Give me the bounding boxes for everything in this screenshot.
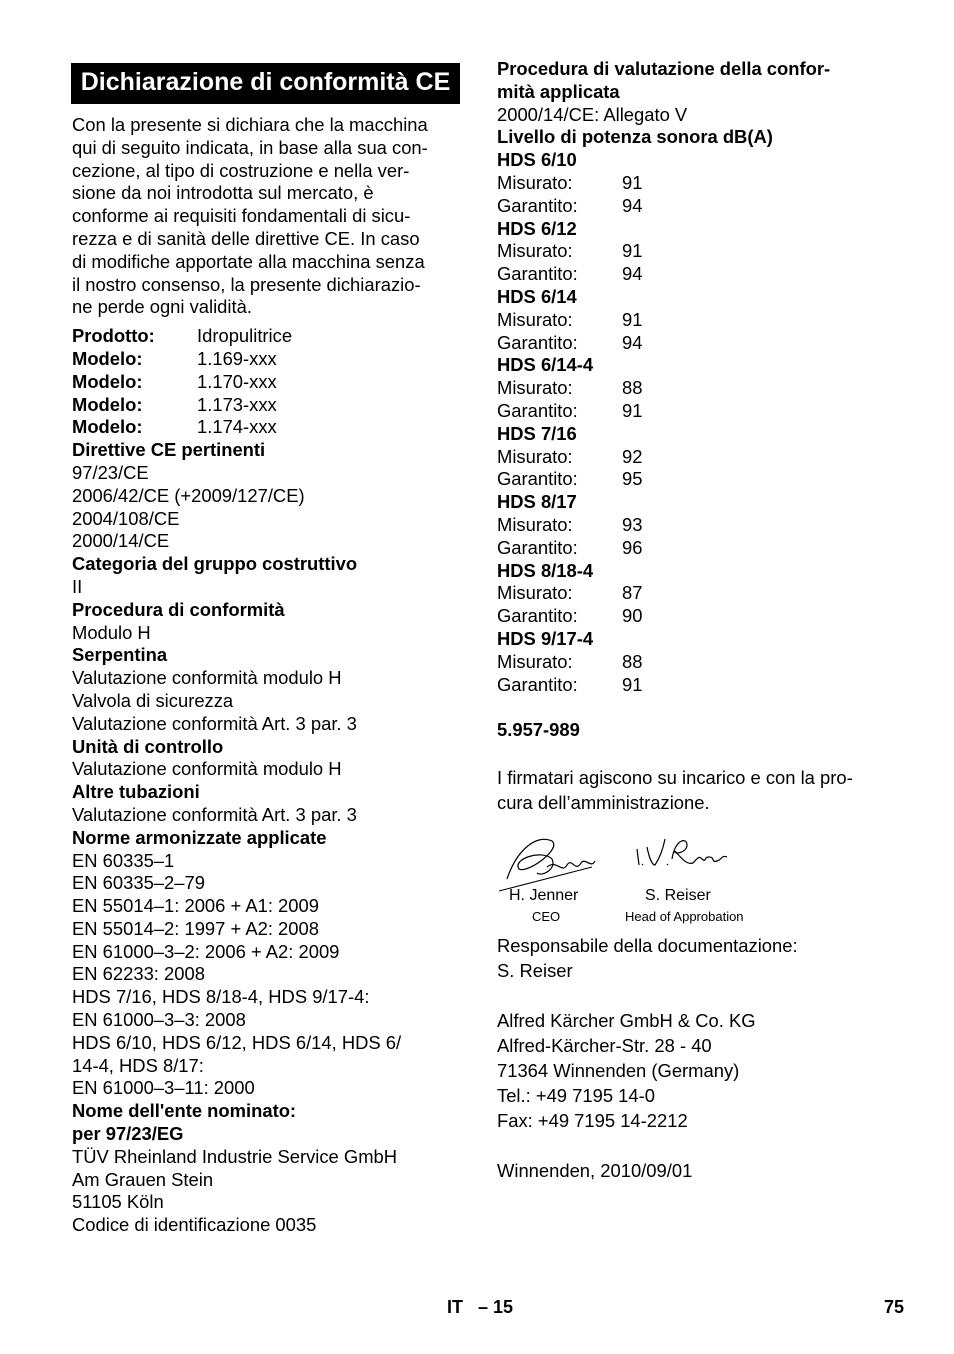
signatories-note (497, 765, 897, 815)
guaranteed-value: 94 (622, 194, 643, 216)
section-heading: Procedura di conformità (72, 598, 285, 620)
measured-label: Misurato: (497, 240, 573, 262)
guaranteed-label: Garantito: (497, 468, 578, 490)
section-item: 97/23/CE (72, 461, 149, 483)
measured-value: 91 (622, 308, 643, 330)
section-item: Valvola di sicurezza (72, 689, 234, 711)
section-item: II (72, 575, 83, 597)
measured-value: 87 (622, 582, 643, 604)
section-item: EN 61000–3–3: 2008 (72, 1009, 246, 1031)
measured-row (497, 582, 897, 605)
measured-label: Misurato: (497, 308, 573, 330)
section-item: 14-4, HDS 8/17: (72, 1054, 204, 1076)
measured-row (497, 651, 897, 674)
product-label: Prodotto: (72, 325, 155, 347)
guaranteed-value: 94 (622, 331, 643, 353)
section-item: HDS 6/10, HDS 6/12, HDS 6/14, HDS 6/ (72, 1031, 402, 1053)
guaranteed-value: 94 (622, 263, 643, 285)
measured-value: 88 (622, 650, 643, 672)
measured-value: 88 (622, 377, 643, 399)
address-line: Alfred-Kärcher-Str. 28 - 40 (497, 1034, 712, 1056)
section-item: 2006/42/CE (+2009/127/CE) (72, 484, 305, 506)
guaranteed-value: 91 (622, 399, 643, 421)
product-label: Modelo: (72, 347, 143, 369)
section-item: 2000/14/CE (72, 530, 170, 552)
measured-label: Misurato: (497, 513, 573, 535)
measured-value: 93 (622, 513, 643, 535)
section-heading: Serpentina (72, 644, 168, 666)
documentation-responsible (497, 933, 897, 983)
section-heading: Nome dell'ente nominato: (72, 1100, 297, 1122)
guaranteed-label: Garantito: (497, 605, 578, 627)
section-item: Am Grauen Stein (72, 1168, 214, 1190)
section-item: EN 55014–2: 1997 + A2: 2008 (72, 917, 319, 939)
product-value: Idropulitrice (197, 325, 293, 347)
intro-line: Con la presente si dichiara che la macchina (72, 114, 428, 135)
section-item: EN 60335–2–79 (72, 872, 205, 894)
measured-label: Misurato: (497, 650, 573, 672)
guaranteed-label: Garantito: (497, 331, 578, 353)
measured-label: Misurato: (497, 377, 573, 399)
model-name: HDS 6/10 (497, 149, 577, 171)
model-name: HDS 6/14-4 (497, 354, 594, 376)
documentation-line: Responsabile della documentazione: (497, 934, 798, 956)
measured-label: Misurato: (497, 582, 573, 604)
guaranteed-row (497, 400, 897, 423)
address-line: Tel.: +49 7195 14-0 (497, 1084, 655, 1106)
footer-page-number: 75 (884, 1297, 905, 1317)
guaranteed-value: 96 (622, 536, 643, 558)
address-line: Alfred Kärcher GmbH & Co. KG (497, 1009, 756, 1031)
section-heading: Direttive CE pertinenti (72, 439, 266, 461)
guaranteed-row (497, 537, 897, 560)
product-value: 1.173-xxx (197, 393, 277, 415)
section-heading: Norme armonizzate applicate (72, 826, 327, 848)
guaranteed-label: Garantito: (497, 194, 578, 216)
guaranteed-value: 95 (622, 468, 643, 490)
product-list (72, 325, 460, 439)
assessment-heading: mità applicata (497, 80, 620, 102)
footer-local-page: – 15 (478, 1297, 514, 1317)
section-item: TÜV Rheinland Industrie Service GmbH (72, 1145, 398, 1167)
assessment-heading: Procedura di valutazione della confor- (497, 58, 831, 79)
product-label: Modelo: (72, 370, 143, 392)
section-item: Valutazione conformità Art. 3 par. 3 (72, 803, 357, 825)
model-name: HDS 6/14 (497, 285, 577, 307)
intro-paragraph (72, 114, 460, 319)
measured-row (497, 514, 897, 537)
signatory-role: CEO (532, 908, 561, 924)
model-name: HDS 7/16 (497, 422, 577, 444)
company-address (497, 1008, 897, 1133)
guaranteed-row (497, 263, 897, 286)
section-item: 51105 Köln (72, 1191, 164, 1213)
guaranteed-row (497, 468, 897, 491)
sound-section (497, 126, 897, 696)
model-name: HDS 9/17-4 (497, 627, 594, 649)
guaranteed-row (497, 195, 897, 218)
model-name: HDS 8/18-4 (497, 559, 594, 581)
section-item: Modulo H (72, 621, 151, 643)
section-item: 2004/108/CE (72, 507, 180, 529)
assessment-section (497, 58, 897, 126)
product-row (72, 348, 460, 371)
measured-value: 91 (622, 171, 643, 193)
product-row (72, 325, 460, 348)
guaranteed-value: 90 (622, 605, 643, 627)
note-line: cura dell’amministrazione. (497, 791, 710, 813)
guaranteed-label: Garantito: (497, 673, 578, 695)
section-item: Codice di identificazione 0035 (72, 1214, 317, 1236)
measured-row (497, 309, 897, 332)
section-heading: Altre tubazioni (72, 781, 200, 803)
place-date: Winnenden, 2010/09/01 (497, 1159, 693, 1181)
right-column (497, 58, 897, 1183)
left-column (72, 63, 460, 1237)
section-item: Valutazione conformità Art. 3 par. 3 (72, 712, 357, 734)
measured-label: Misurato: (497, 445, 573, 467)
assessment-value: 2000/14/CE: Allegato V (497, 103, 688, 125)
product-row (72, 394, 460, 417)
section-item: EN 61000–3–2: 2006 + A2: 2009 (72, 940, 340, 962)
section-item: Valutazione conformità modulo H (72, 667, 342, 689)
product-value: 1.174-xxx (197, 416, 277, 438)
directives-list (72, 439, 460, 1237)
product-row (72, 416, 460, 439)
documentation-line: S. Reiser (497, 959, 573, 981)
intro-line: cezione, al tipo di costruzione e nella ver- (72, 159, 410, 181)
product-label: Modelo: (72, 393, 143, 415)
intro-line: di modifiche apportate alla macchina senza (72, 250, 425, 272)
model-name: HDS 6/12 (497, 217, 577, 239)
intro-line: il nostro consenso, la presente dichiarazio- (72, 273, 421, 295)
measured-row (497, 172, 897, 195)
guaranteed-label: Garantito: (497, 536, 578, 558)
document-number: 5.957-989 (497, 719, 580, 741)
note-line: I firmatari agiscono su incarico e con la pro- (497, 766, 853, 788)
footer-language: IT (447, 1297, 463, 1317)
section-heading: Unità di controllo (72, 735, 224, 757)
section-item: EN 62233: 2008 (72, 963, 205, 985)
footer-language-page (447, 1297, 513, 1318)
measured-value: 91 (622, 240, 643, 262)
section-item: EN 61000–3–11: 2000 (72, 1077, 255, 1099)
section-heading: per 97/23/EG (72, 1123, 184, 1145)
measured-row (497, 446, 897, 469)
product-value: 1.169-xxx (197, 347, 277, 369)
section-item: Valutazione conformità modulo H (72, 758, 342, 780)
measured-value: 92 (622, 445, 643, 467)
intro-line: sione da noi introdotta sul mercato, è (72, 182, 374, 204)
intro-line: ne perde ogni validità. (72, 296, 252, 318)
intro-line: conforme ai requisiti fondamentali di sicu- (72, 205, 411, 227)
guaranteed-row (497, 332, 897, 355)
signatory-name: H. Jenner (509, 886, 579, 904)
product-row (72, 371, 460, 394)
product-value: 1.170-xxx (197, 370, 277, 392)
address-line: 71364 Winnenden (Germany) (497, 1059, 740, 1081)
guaranteed-value: 91 (622, 673, 643, 695)
guaranteed-label: Garantito: (497, 263, 578, 285)
guaranteed-row (497, 605, 897, 628)
signatory-name: S. Reiser (645, 886, 711, 904)
measured-row (497, 377, 897, 400)
intro-line: rezza e di sanità delle direttive CE. In caso (72, 227, 420, 249)
model-name: HDS 8/17 (497, 491, 577, 513)
signature-block (497, 829, 897, 924)
guaranteed-label: Garantito: (497, 399, 578, 421)
intro-line: qui di seguito indicata, in base alla sua con- (72, 136, 428, 158)
section-heading: Categoria del gruppo costruttivo (72, 553, 358, 575)
section-item: HDS 7/16, HDS 8/18-4, HDS 9/17-4: (72, 986, 370, 1008)
sound-heading: Livello di potenza sonora dB(A) (497, 126, 773, 148)
guaranteed-row (497, 674, 897, 697)
signatory-role: Head of Approbation (625, 908, 744, 924)
address-line: Fax: +49 7195 14-2212 (497, 1109, 688, 1131)
section-item: EN 55014–1: 2006 + A1: 2009 (72, 895, 319, 917)
page-title: Dichiarazione di conformità CE (71, 63, 460, 104)
measured-row (497, 240, 897, 263)
section-item: EN 60335–1 (72, 849, 175, 871)
measured-label: Misurato: (497, 171, 573, 193)
product-label: Modelo: (72, 416, 143, 438)
